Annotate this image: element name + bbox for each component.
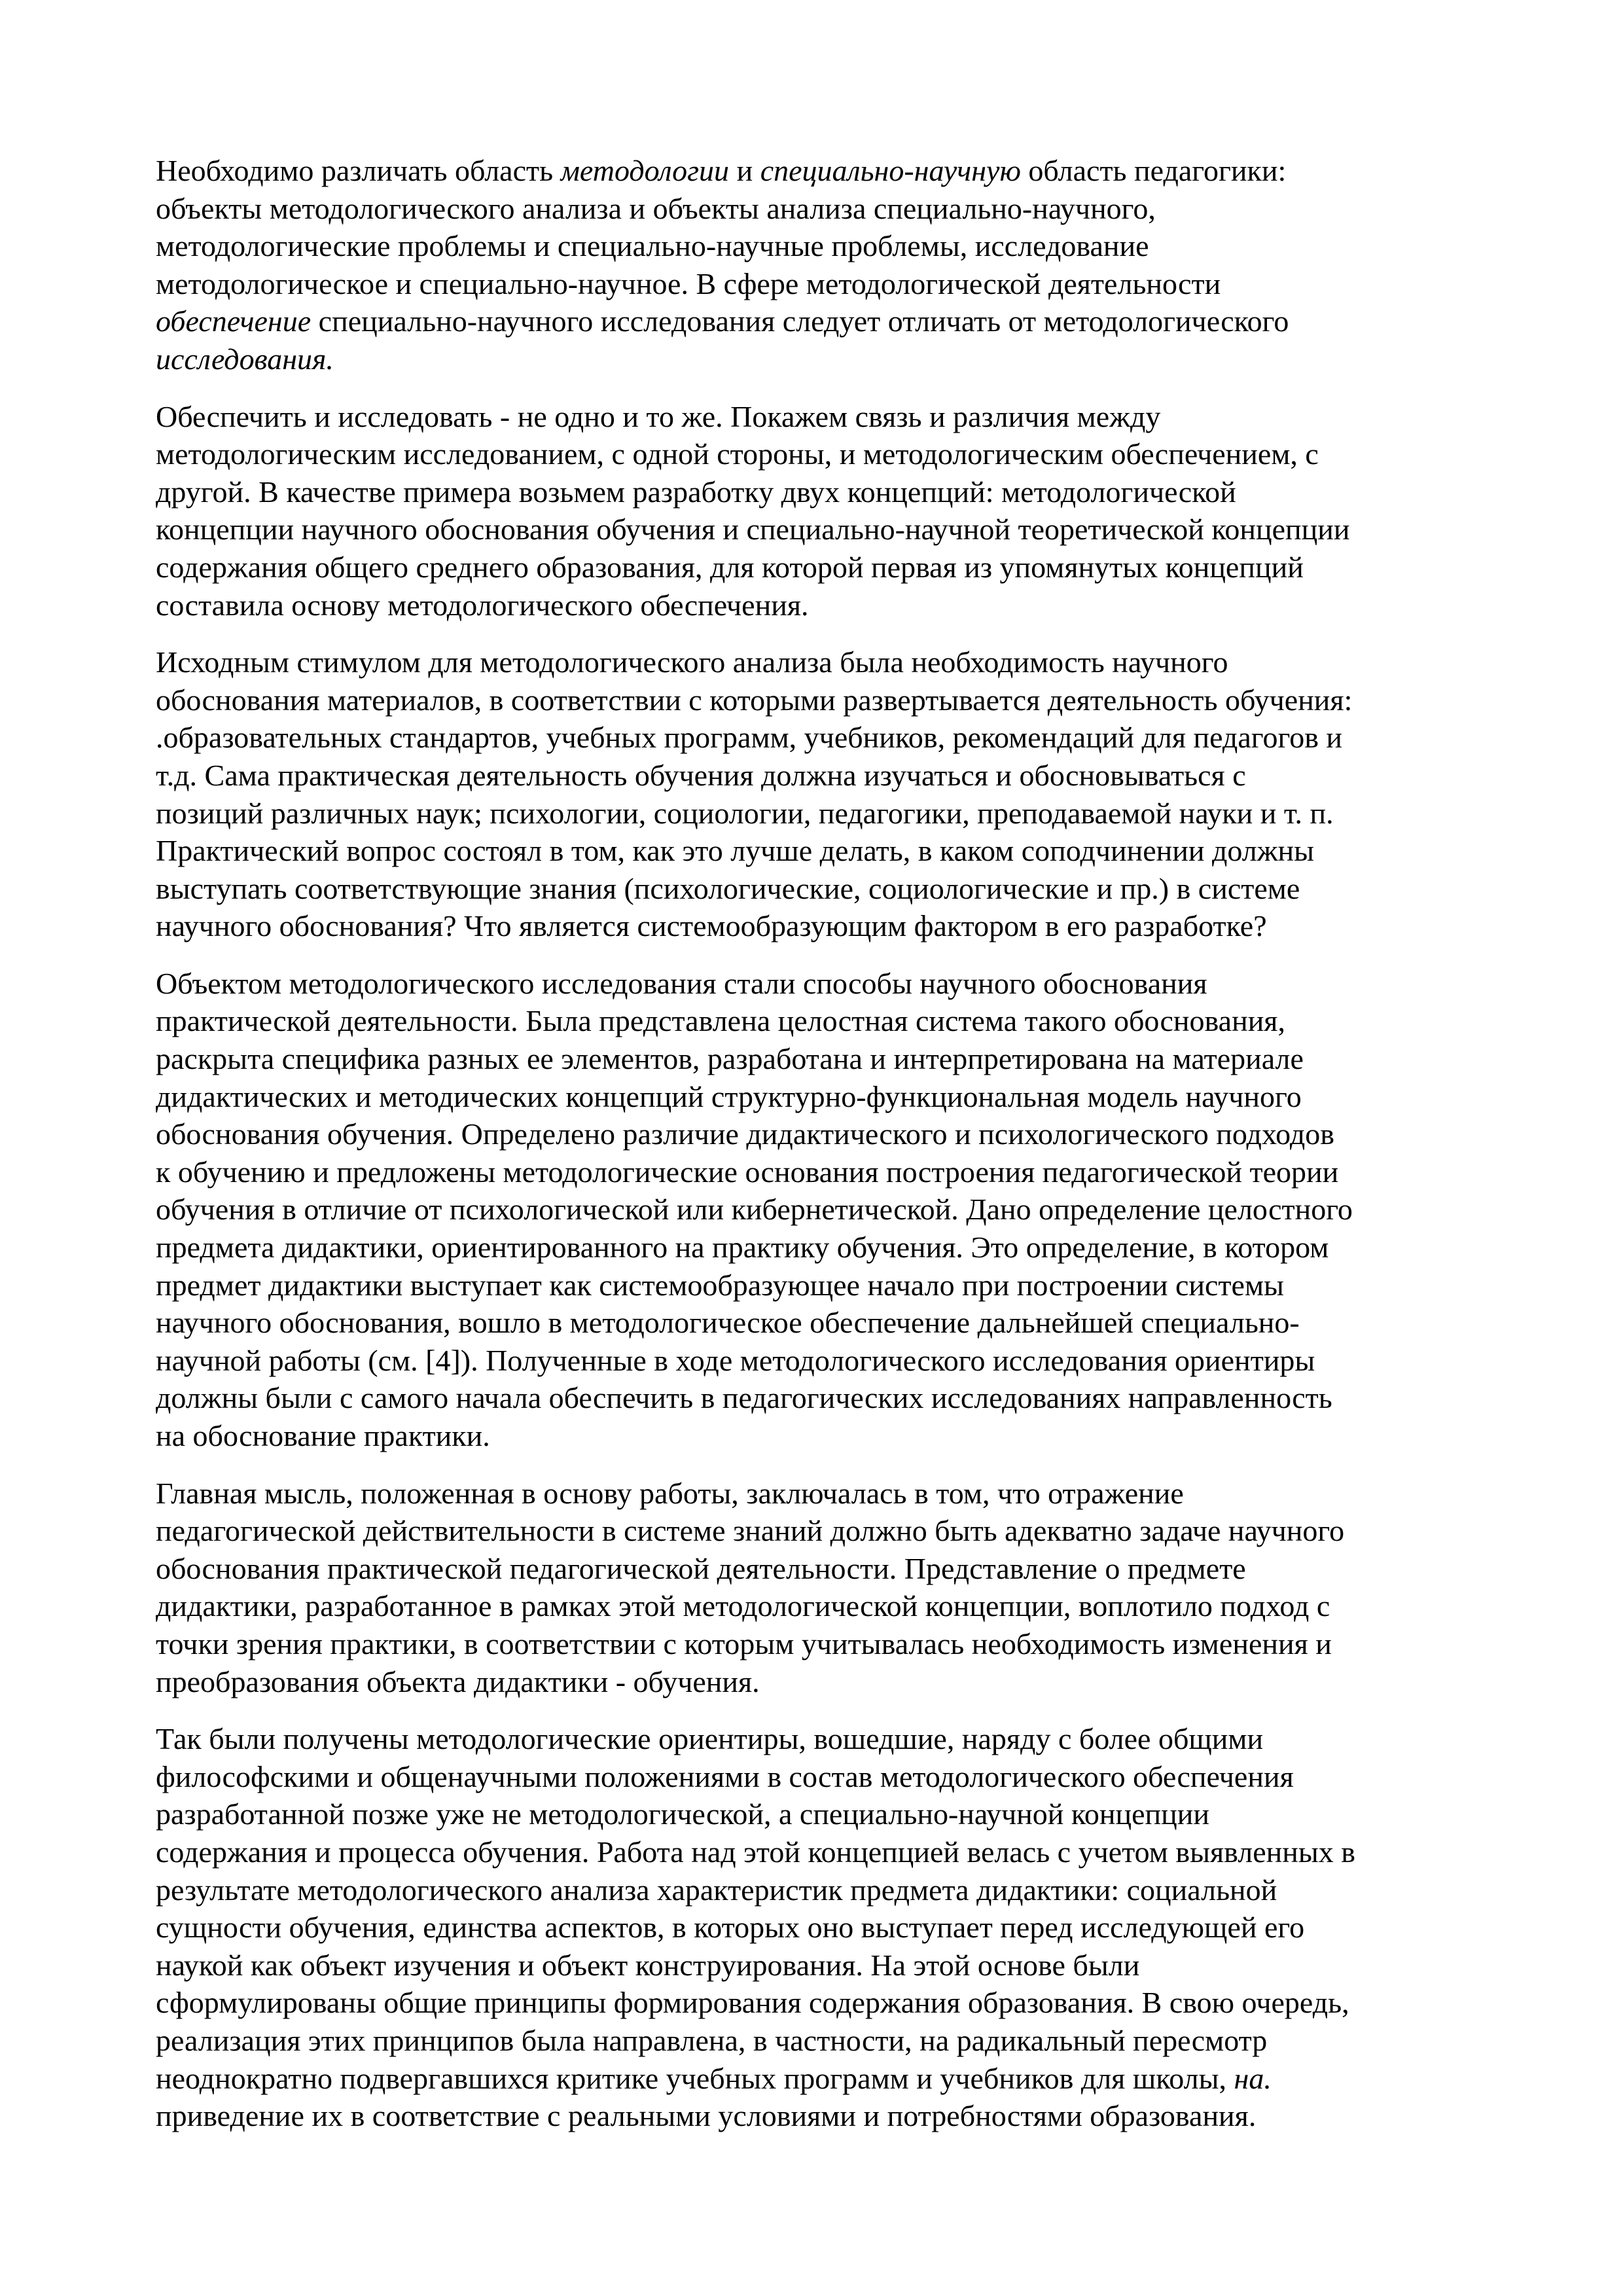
text-run: Необходимо различать область	[156, 154, 561, 187]
text-run: и	[729, 154, 760, 187]
paragraph-5	[156, 1475, 1492, 1701]
text-run: методологические проблемы и специально-научные проблемы, исследование	[156, 229, 1149, 263]
text-run: наукой как объект изучения и объект конструирования. На этой основе были	[156, 1948, 1140, 1982]
text-line	[156, 2060, 1492, 2098]
text-line	[156, 152, 1492, 190]
text-line	[156, 302, 1492, 340]
text-run: разработанной позже уже не методологической, а специально-научной концепции	[156, 1797, 1209, 1831]
text-line	[156, 1909, 1492, 1946]
text-run: раскрыта специфика разных ее элементов, разработана и интерпретирована на материале	[156, 1042, 1304, 1076]
italic-term: специально-научную	[760, 154, 1021, 187]
text-line	[156, 265, 1492, 303]
text-run: научной работы (см. [4]). Полученные в ходе методологического исследования ориентиры	[156, 1343, 1315, 1377]
text-run: приведение их в соответствие с реальными условиями и потребностями образования.	[156, 2099, 1257, 2133]
text-run: методологическое и специально-научное. В сфере методологической деятельности	[156, 266, 1221, 300]
text-line	[156, 1625, 1492, 1663]
text-line	[156, 757, 1492, 795]
text-line	[156, 1475, 1492, 1513]
text-run: содержания общего среднего образования, для которой первая из упомянутых концепций	[156, 550, 1304, 584]
text-run: Объектом методологического исследования стали способы научного обоснования	[156, 966, 1207, 1000]
text-line	[156, 473, 1492, 511]
text-line	[156, 190, 1492, 228]
text-run: к обучению и предложены методологические основания построения педагогической теории	[156, 1155, 1339, 1189]
italic-term: на.	[1234, 2061, 1272, 2095]
text-line	[156, 1002, 1492, 1040]
text-line	[156, 2097, 1492, 2135]
paragraph-3	[156, 643, 1492, 945]
text-line	[156, 227, 1492, 265]
text-run: научного обоснования? Что является системообразующим фактором в его разработке?	[156, 909, 1267, 943]
text-line	[156, 548, 1492, 586]
document-body	[156, 152, 1492, 2155]
text-line	[156, 1379, 1492, 1417]
text-line	[156, 1871, 1492, 1909]
text-run: обоснования материалов, в соответствии с которыми развертывается деятельность обучения:	[156, 683, 1353, 717]
text-line	[156, 586, 1492, 624]
text-run: сущности обучения, единства аспектов, в которых оно выступает перед исследующей его	[156, 1910, 1305, 1945]
text-line	[156, 1266, 1492, 1304]
text-run: педагогической действительности в системе знаний должно быть адекватно задаче научного	[156, 1514, 1345, 1548]
paragraph-1	[156, 152, 1492, 378]
text-line	[156, 1229, 1492, 1266]
text-run: научного обоснования, вошло в методологическое обеспечение дальнейшей специально-	[156, 1306, 1300, 1340]
text-run: Главная мысль, положенная в основу работы, заключалась в том, что отражение	[156, 1476, 1184, 1510]
text-line	[156, 1304, 1492, 1342]
text-run: реализация этих принципов была направлена, в частности, на радикальный пересмотр	[156, 2023, 1268, 2057]
text-run: преобразования объекта дидактики - обучения.	[156, 1664, 760, 1698]
text-line	[156, 340, 1492, 378]
text-run: методологическим исследованием, с одной стороны, и методологическим обеспечением, с	[156, 437, 1319, 471]
text-run: дидактических и методических концепций структурно-функциональная модель научного	[156, 1079, 1302, 1113]
text-run: на обоснование практики.	[156, 1419, 490, 1452]
text-line	[156, 1795, 1492, 1833]
text-line	[156, 1984, 1492, 2022]
text-run: объекты методологического анализа и объекты анализа специально-научного,	[156, 191, 1156, 225]
text-run: точки зрения практики, в соответствии с которым учитывалась необходимость изменения и	[156, 1626, 1332, 1660]
text-run: предмет дидактики выступает как системообразующее начало при построении системы	[156, 1268, 1284, 1302]
text-line	[156, 719, 1492, 757]
text-line	[156, 1550, 1492, 1588]
text-line	[156, 870, 1492, 908]
text-line	[156, 1040, 1492, 1078]
text-run: предмета дидактики, ориентированного на практику обучения. Это определение, в котором	[156, 1230, 1329, 1265]
text-run: область педагогики:	[1020, 154, 1287, 187]
text-run: другой. В качестве примера возьмем разработку двух концепций: методологической	[156, 475, 1236, 509]
text-line	[156, 907, 1492, 945]
text-line	[156, 1587, 1492, 1625]
text-run: т.д. Сама практическая деятельность обучения должна изучаться и обосновываться с	[156, 758, 1246, 792]
text-line	[156, 643, 1492, 681]
text-run: концепции научного обоснования обучения и специально-научной теоретической концепции	[156, 512, 1350, 547]
text-run: философскими и общенаучными положениями в состав методологического обеспечения	[156, 1759, 1294, 1793]
italic-term: исследования.	[156, 342, 334, 376]
text-line	[156, 435, 1492, 473]
text-run: результате методологического анализа характеристик предмета дидактики: социальной	[156, 1873, 1277, 1907]
text-line	[156, 832, 1492, 870]
text-run: обоснования практической педагогической деятельности. Представление о предмете	[156, 1551, 1246, 1585]
text-run: специально-научного исследования следует отличать от методологического	[311, 304, 1289, 338]
text-line	[156, 1191, 1492, 1229]
text-line	[156, 1115, 1492, 1153]
text-run: должны были с самого начала обеспечить в педагогических исследованиях направленность	[156, 1381, 1332, 1415]
text-run: Практический вопрос состоял в том, как это лучше делать, в каком соподчинении должны	[156, 834, 1315, 868]
paragraph-2	[156, 398, 1492, 624]
text-line	[156, 1663, 1492, 1701]
text-line	[156, 1153, 1492, 1191]
text-line	[156, 1512, 1492, 1550]
text-line	[156, 1417, 1492, 1455]
text-line	[156, 965, 1492, 1003]
italic-term: обеспечение	[156, 304, 312, 338]
paragraph-6	[156, 1720, 1492, 2135]
text-run: практической деятельности. Была представлена целостная система такого обоснования,	[156, 1004, 1285, 1038]
text-line	[156, 1342, 1492, 1380]
text-run: составила основу методологического обеспечения.	[156, 588, 809, 622]
text-run: .образовательных стандартов, учебных программ, учебников, рекомендаций для педагогов и	[156, 721, 1343, 755]
text-line	[156, 1946, 1492, 1984]
text-run: обучения в отличие от психологической или кибернетической. Дано определение целостного	[156, 1193, 1353, 1227]
text-run: Исходным стимулом для методологического анализа была необходимость научного	[156, 645, 1228, 679]
italic-term: методологии	[560, 154, 730, 187]
text-line	[156, 398, 1492, 436]
text-line	[156, 2022, 1492, 2060]
text-line	[156, 1078, 1492, 1116]
text-line	[156, 795, 1492, 833]
text-run: Так были получены методологические ориентиры, вошедшие, наряду с более общими	[156, 1722, 1264, 1756]
text-run: неоднократно подвергавшихся критике учебных программ и учебников для школы,	[156, 2061, 1234, 2095]
text-line	[156, 1758, 1492, 1796]
text-run: дидактики, разработанное в рамках этой методологической концепции, воплотило подход с	[156, 1589, 1330, 1623]
text-run: позиций различных наук; психологии, социологии, педагогики, преподаваемой науки и т. п.	[156, 796, 1334, 830]
text-line	[156, 681, 1492, 719]
text-run: Обеспечить и исследовать - не одно и то же. Покажем связь и различия между	[156, 399, 1161, 433]
text-line	[156, 511, 1492, 548]
paragraph-4	[156, 965, 1492, 1455]
text-run: выступать соответствующие знания (психологические, социологические и пр.) в системе	[156, 871, 1300, 905]
text-run: содержания и процесса обучения. Работа над этой концепцией велась с учетом выявленных в	[156, 1835, 1356, 1869]
text-line	[156, 1833, 1492, 1871]
text-line	[156, 1720, 1492, 1758]
text-run: обоснования обучения. Определено различие дидактического и психологического подходов	[156, 1117, 1334, 1151]
text-run: сформулированы общие принципы формирования содержания образования. В свою очередь,	[156, 1986, 1349, 2020]
